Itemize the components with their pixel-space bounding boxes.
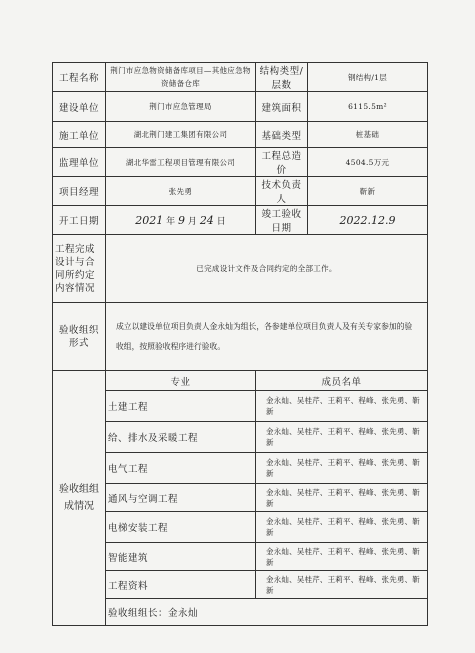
- label-builder: 建设单位: [53, 92, 106, 122]
- label-structure: 结构类型/层数: [256, 63, 308, 92]
- members-cell: 金永灿、吴桂芹、王莉平、程峰、张先勇、靳新: [256, 422, 428, 453]
- label-cost: 工程总造价: [256, 148, 308, 177]
- table-row: [53, 422, 428, 453]
- group-header-row: [53, 371, 428, 391]
- start-month-unit: 月: [187, 216, 197, 227]
- specialty-cell: 智能建筑: [106, 543, 256, 571]
- specialty-cell: 电梯安装工程: [106, 512, 256, 543]
- value-manager: 张先勇: [106, 177, 256, 206]
- col-members: 成员名单: [256, 371, 428, 391]
- label-contractor: 施工单位: [53, 122, 106, 148]
- label-finish-date: 竣工验收日期: [256, 206, 308, 235]
- label-group: 验收组组成情况: [53, 371, 106, 626]
- group-leader: 验收组组长：金永灿: [106, 599, 428, 626]
- members-cell: 金永灿、吴桂芹、王莉平、程峰、张先勇、靳新: [256, 391, 428, 422]
- value-contractor: 湖北荆门建工集团有限公司: [106, 122, 256, 148]
- row-builder: [53, 92, 428, 122]
- label-area: 建筑面积: [256, 92, 308, 122]
- row-supervisor: [53, 148, 428, 177]
- specialty-cell: 电气工程: [106, 453, 256, 484]
- leader-row: [53, 599, 428, 626]
- row-project-name: [53, 63, 428, 92]
- table-row: [53, 571, 428, 599]
- label-foundation: 基础类型: [256, 122, 308, 148]
- members-cell: 金永灿、吴桂芹、王莉平、程峰、张先勇、靳新: [256, 571, 428, 599]
- start-year: 2021: [135, 213, 164, 227]
- members-cell: 金永灿、吴桂芹、王莉平、程峰、张先勇、靳新: [256, 453, 428, 484]
- value-project-name: 荆门市应急物资储备库项目—其他应急物资储备仓库: [106, 63, 256, 92]
- specialty-cell: 给、排水及采暖工程: [106, 422, 256, 453]
- start-day: 24: [199, 213, 214, 227]
- row-manager: [53, 177, 428, 206]
- label-start-date: 开工日期: [53, 206, 106, 235]
- members-cell: 金永灿、吴桂芹、王莉平、程峰、张先勇、靳新: [256, 543, 428, 571]
- row-design-content: [53, 235, 428, 303]
- label-organization: 验收组织形式: [53, 303, 106, 371]
- label-design-content: 工程完成设计与合同所约定内容情况: [53, 235, 106, 303]
- label-manager: 项目经理: [53, 177, 106, 206]
- value-organization: 成立以建设单位项目负责人金永灿为组长，各参建单位项目负责人及有关专家参加的验收组，按照验收程序进行验收。: [106, 303, 428, 371]
- start-year-unit: 年: [166, 216, 176, 227]
- specialty-cell: 工程资料: [106, 571, 256, 599]
- value-tech-lead: 靳新: [308, 177, 428, 206]
- acceptance-form-table: [52, 62, 428, 626]
- value-finish-date: 2022.12.9: [308, 206, 428, 235]
- label-project-name: 工程名称: [53, 63, 106, 92]
- specialty-cell: 土建工程: [106, 391, 256, 422]
- members-cell: 金永灿、吴桂芹、王莉平、程峰、张先勇、靳新: [256, 512, 428, 543]
- row-organization: [53, 303, 428, 371]
- value-structure: 钢结构/1层: [308, 63, 428, 92]
- value-foundation: 桩基础: [308, 122, 428, 148]
- table-row: [53, 543, 428, 571]
- value-cost: 4504.5万元: [308, 148, 428, 177]
- value-builder: 荆门市应急管理局: [106, 92, 256, 122]
- table-row: [53, 484, 428, 512]
- table-row: [53, 512, 428, 543]
- specialty-cell: 通风与空调工程: [106, 484, 256, 512]
- table-row: [53, 391, 428, 422]
- start-month: 9: [178, 213, 186, 227]
- members-cell: 金永灿、吴桂芹、王莉平、程峰、张先勇、靳新: [256, 484, 428, 512]
- value-start-date: [106, 206, 256, 235]
- col-specialty: 专业: [106, 371, 256, 391]
- label-tech-lead: 技术负责人: [256, 177, 308, 206]
- value-area: 6115.5m²: [308, 92, 428, 122]
- table-row: [53, 453, 428, 484]
- start-day-unit: 日: [216, 216, 226, 227]
- label-supervisor: 监理单位: [53, 148, 106, 177]
- row-contractor: [53, 122, 428, 148]
- row-dates: [53, 206, 428, 235]
- value-supervisor: 湖北华雷工程项目管理有限公司: [106, 148, 256, 177]
- value-design-content: 已完成设计文件及合同约定的全部工作。: [106, 235, 428, 303]
